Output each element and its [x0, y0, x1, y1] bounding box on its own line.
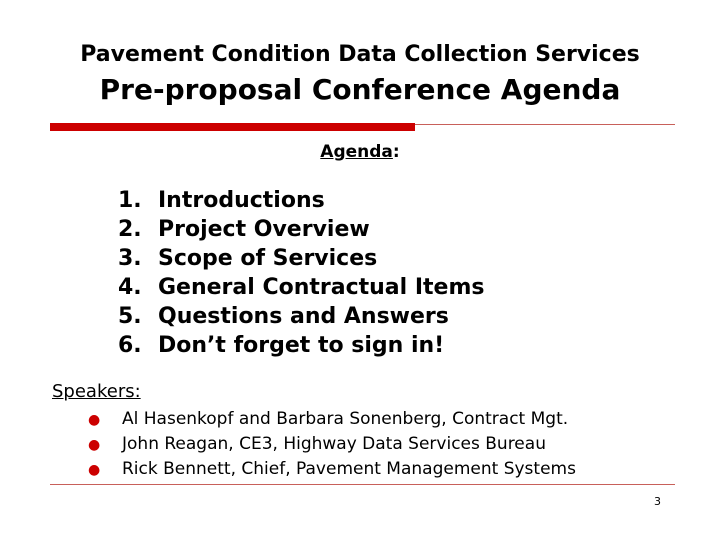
bullet-icon: ●	[88, 462, 101, 478]
agenda-item-number: 3.	[118, 246, 142, 271]
page-number: 3	[654, 495, 661, 508]
agenda-item-number: 5.	[118, 304, 142, 329]
speaker-item	[88, 432, 576, 457]
agenda-list	[118, 186, 485, 360]
agenda-item-number: 1.	[118, 188, 142, 213]
speaker-text: John Reagan, CE3, Highway Data Services Bureau	[122, 434, 546, 454]
agenda-item	[118, 186, 485, 215]
header-divider-accent	[50, 123, 415, 131]
slide-subtitle: Pre-proposal Conference Agenda	[99, 73, 621, 106]
agenda-item-number: 4.	[118, 275, 142, 300]
agenda-item	[118, 331, 485, 360]
agenda-item-text: Scope of Services	[158, 246, 378, 271]
agenda-item-number: 6.	[118, 333, 142, 358]
speakers-list	[88, 407, 576, 482]
agenda-item	[118, 215, 485, 244]
speaker-item	[88, 407, 576, 432]
bullet-icon: ●	[88, 437, 101, 453]
agenda-item-text: General Contractual Items	[158, 275, 485, 300]
bullet-icon: ●	[88, 412, 101, 428]
agenda-item-text: Project Overview	[158, 217, 370, 242]
agenda-item-text: Don’t forget to sign in!	[158, 333, 445, 358]
agenda-item-number: 2.	[118, 217, 142, 242]
agenda-item-text: Introductions	[158, 188, 325, 213]
slide-title: Pavement Condition Data Collection Services	[80, 42, 640, 67]
agenda-item-text: Questions and Answers	[158, 304, 449, 329]
speaker-text: Rick Bennett, Chief, Pavement Management Systems	[122, 459, 576, 479]
agenda-heading	[0, 142, 720, 162]
speaker-item	[88, 457, 576, 482]
agenda-item	[118, 273, 485, 302]
agenda-heading-label: Agenda	[320, 142, 393, 162]
agenda-item	[118, 244, 485, 273]
agenda-heading-colon: :	[392, 142, 400, 162]
footer-divider	[50, 484, 675, 485]
speaker-text: Al Hasenkopf and Barbara Sonenberg, Contract Mgt.	[122, 409, 569, 429]
speakers-label: Speakers:	[52, 381, 141, 402]
agenda-item	[118, 302, 485, 331]
